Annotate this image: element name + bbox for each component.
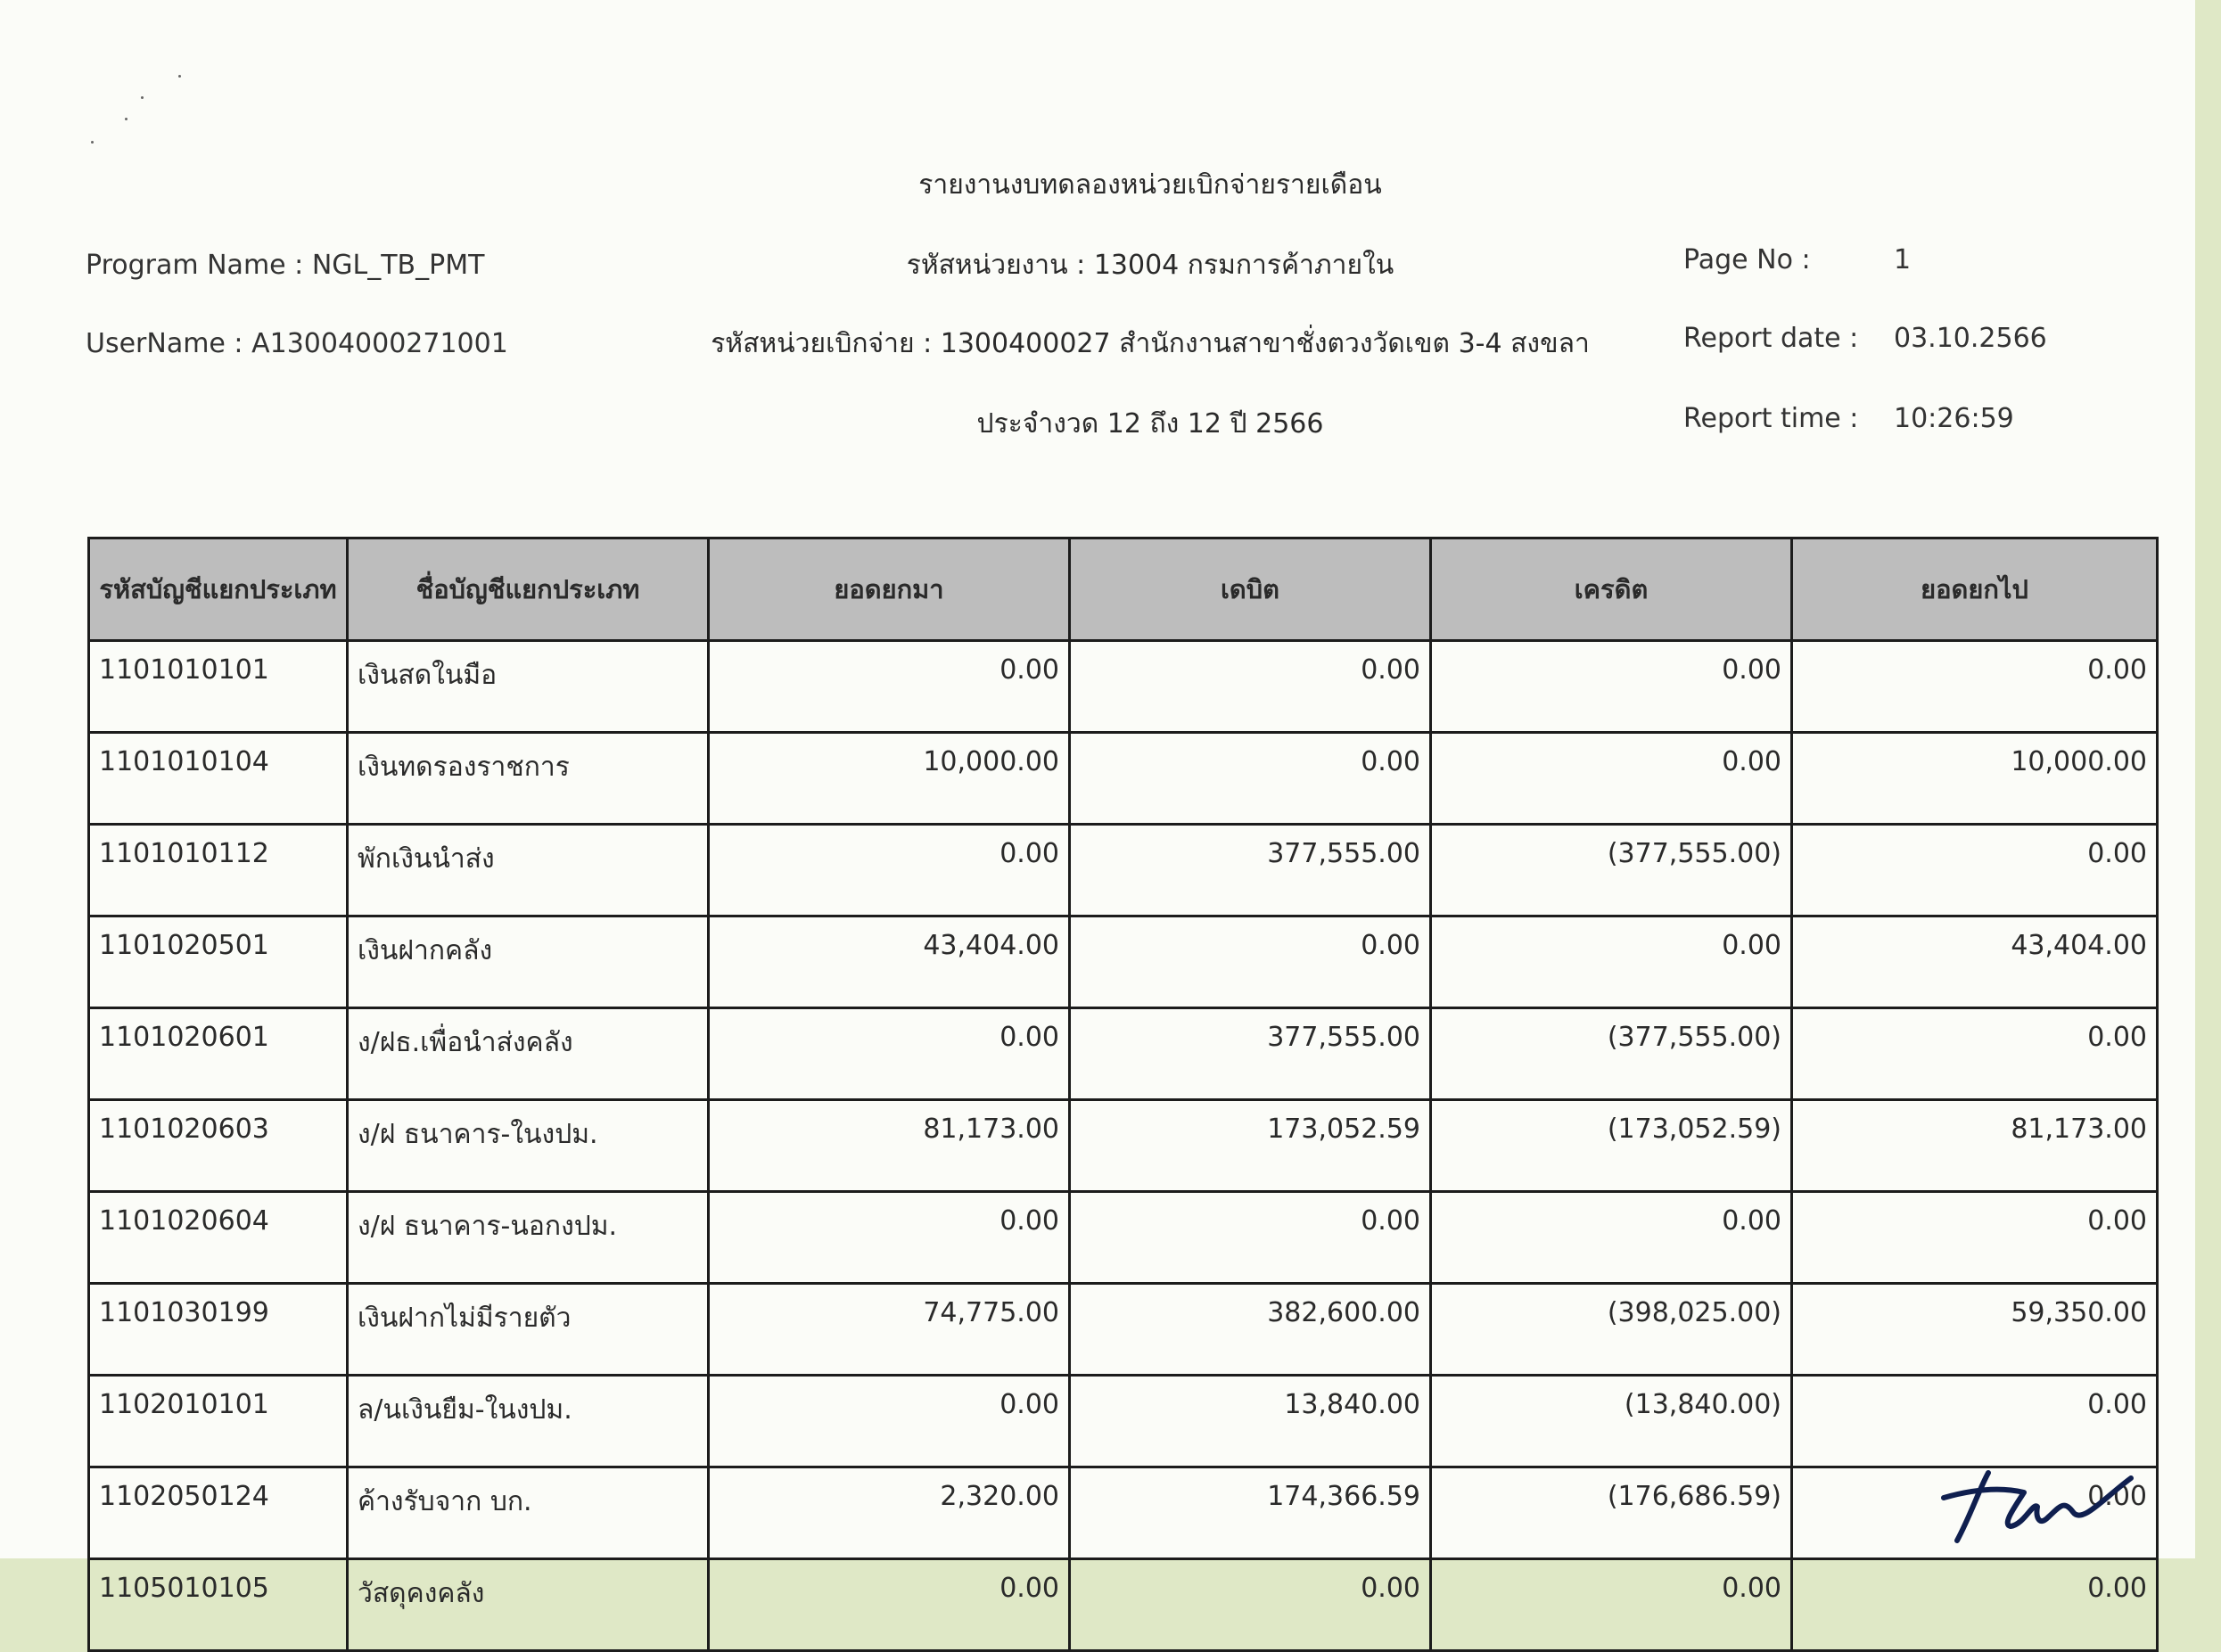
credit: 0.00 (1431, 916, 1792, 1008)
debit: 0.00 (1070, 733, 1431, 825)
closing-balance: 59,350.00 (1792, 1284, 2158, 1376)
account-name: ง/ฝ ธนาคาร-ในงปม. (348, 1100, 709, 1192)
speck (178, 75, 181, 78)
disbursing-unit-line: รหัสหน่วยเบิกจ่าย : 1300400027 สำนักงานสาขาชั่งตวงวัดเขต 3-4 สงขลา (711, 328, 1590, 359)
report-date-value: 03.10.2566 (1894, 323, 2047, 354)
opening-balance: 0.00 (709, 1559, 1070, 1651)
account-code: 1101020601 (89, 1008, 348, 1100)
account-code: 1101010112 (89, 825, 348, 916)
account-name: เงินฝากไม่มีรายตัว (348, 1284, 709, 1376)
closing-balance: 0.00 (1792, 1192, 2158, 1284)
account-name: พักเงินนำส่ง (348, 825, 709, 916)
account-code: 1101010101 (89, 641, 348, 733)
closing-balance: 81,173.00 (1792, 1100, 2158, 1192)
table-row (89, 1192, 2158, 1284)
page-no-label: Page No : (1683, 244, 1811, 275)
col-header-closing: ยอดยกไป (1792, 538, 2158, 641)
account-code: 1101020603 (89, 1100, 348, 1192)
table-row (89, 1559, 2158, 1651)
debit: 0.00 (1070, 1192, 1431, 1284)
user-name-value: A13004000271001 (251, 328, 508, 359)
closing-balance: 0.00 (1792, 825, 2158, 916)
closing-balance: 0.00 (1792, 1467, 2158, 1559)
credit: 0.00 (1431, 641, 1792, 733)
opening-balance: 0.00 (709, 641, 1070, 733)
table-header-row (89, 538, 2158, 641)
account-name: เงินทดรองราชการ (348, 733, 709, 825)
credit: (176,686.59) (1431, 1467, 1792, 1559)
debit: 0.00 (1070, 1559, 1431, 1651)
user-name (86, 328, 508, 359)
closing-balance: 0.00 (1792, 1559, 2158, 1651)
speck (125, 118, 128, 120)
col-header-account-name: ชื่อบัญชีแยกประเภท (348, 538, 709, 641)
account-code: 1101020501 (89, 916, 348, 1008)
credit: (398,025.00) (1431, 1284, 1792, 1376)
table-row (89, 1376, 2158, 1467)
debit: 377,555.00 (1070, 825, 1431, 916)
credit: 0.00 (1431, 1559, 1792, 1651)
signature-mark (1939, 1462, 2153, 1551)
account-name: วัสดุคงคลัง (348, 1559, 709, 1651)
trial-balance-table (87, 537, 2159, 1652)
debit: 0.00 (1070, 916, 1431, 1008)
opening-balance: 0.00 (709, 1008, 1070, 1100)
debit: 0.00 (1070, 641, 1431, 733)
department-line: รหัสหน่วยงาน : 13004 กรมการค้าภายใน (906, 250, 1394, 281)
debit: 382,600.00 (1070, 1284, 1431, 1376)
col-header-account-code: รหัสบัญชีแยกประเภท (89, 538, 348, 641)
account-name: ล/นเงินยืม-ในงปม. (348, 1376, 709, 1467)
account-code: 1101020604 (89, 1192, 348, 1284)
col-header-debit: เดบิต (1070, 538, 1431, 641)
closing-balance: 0.00 (1792, 1008, 2158, 1100)
closing-balance: 0.00 (1792, 641, 2158, 733)
account-name: ค้างรับจาก บก. (348, 1467, 709, 1559)
opening-balance: 0.00 (709, 1192, 1070, 1284)
table-row (89, 825, 2158, 916)
program-name-label: Program Name : (86, 250, 304, 281)
credit: 0.00 (1431, 733, 1792, 825)
speck (141, 96, 144, 99)
debit: 174,366.59 (1070, 1467, 1431, 1559)
opening-balance: 0.00 (709, 1376, 1070, 1467)
table-row (89, 641, 2158, 733)
account-code: 1102050124 (89, 1467, 348, 1559)
col-header-opening: ยอดยกมา (709, 538, 1070, 641)
report-time-value: 10:26:59 (1894, 403, 2014, 434)
account-name: ง/ฝธ.เพื่อนำส่งคลัง (348, 1008, 709, 1100)
debit: 173,052.59 (1070, 1100, 1431, 1192)
table-row (89, 1467, 2158, 1559)
credit: (173,052.59) (1431, 1100, 1792, 1192)
opening-balance: 43,404.00 (709, 916, 1070, 1008)
page-no-value: 1 (1894, 244, 1912, 275)
report-time-label: Report time : (1683, 403, 1859, 434)
credit: (377,555.00) (1431, 825, 1792, 916)
account-code: 1105010105 (89, 1559, 348, 1651)
closing-balance: 10,000.00 (1792, 733, 2158, 825)
period-line: ประจำงวด 12 ถึง 12 ปี 2566 (976, 408, 1324, 440)
account-code: 1102010101 (89, 1376, 348, 1467)
report-title: รายงานงบทดลองหน่วยเบิกจ่ายรายเดือน (918, 169, 1382, 201)
opening-balance: 2,320.00 (709, 1467, 1070, 1559)
report-date-label: Report date : (1683, 323, 1859, 354)
debit: 13,840.00 (1070, 1376, 1431, 1467)
account-name: เงินสดในมือ (348, 641, 709, 733)
account-code: 1101010104 (89, 733, 348, 825)
user-name-label: UserName : (86, 328, 243, 359)
col-header-credit: เครดิต (1431, 538, 1792, 641)
debit: 377,555.00 (1070, 1008, 1431, 1100)
credit: (13,840.00) (1431, 1376, 1792, 1467)
table-row (89, 1284, 2158, 1376)
table-row (89, 1008, 2158, 1100)
table-row (89, 733, 2158, 825)
credit: (377,555.00) (1431, 1008, 1792, 1100)
table-row (89, 916, 2158, 1008)
closing-balance: 43,404.00 (1792, 916, 2158, 1008)
closing-balance: 0.00 (1792, 1376, 2158, 1467)
program-name-value: NGL_TB_PMT (311, 250, 485, 281)
opening-balance: 81,173.00 (709, 1100, 1070, 1192)
account-code: 1101030199 (89, 1284, 348, 1376)
account-name: เงินฝากคลัง (348, 916, 709, 1008)
account-name: ง/ฝ ธนาคาร-นอกงปม. (348, 1192, 709, 1284)
opening-balance: 74,775.00 (709, 1284, 1070, 1376)
opening-balance: 0.00 (709, 825, 1070, 916)
credit: 0.00 (1431, 1192, 1792, 1284)
table-row (89, 1100, 2158, 1192)
program-name (86, 250, 484, 281)
speck (91, 141, 94, 144)
opening-balance: 10,000.00 (709, 733, 1070, 825)
